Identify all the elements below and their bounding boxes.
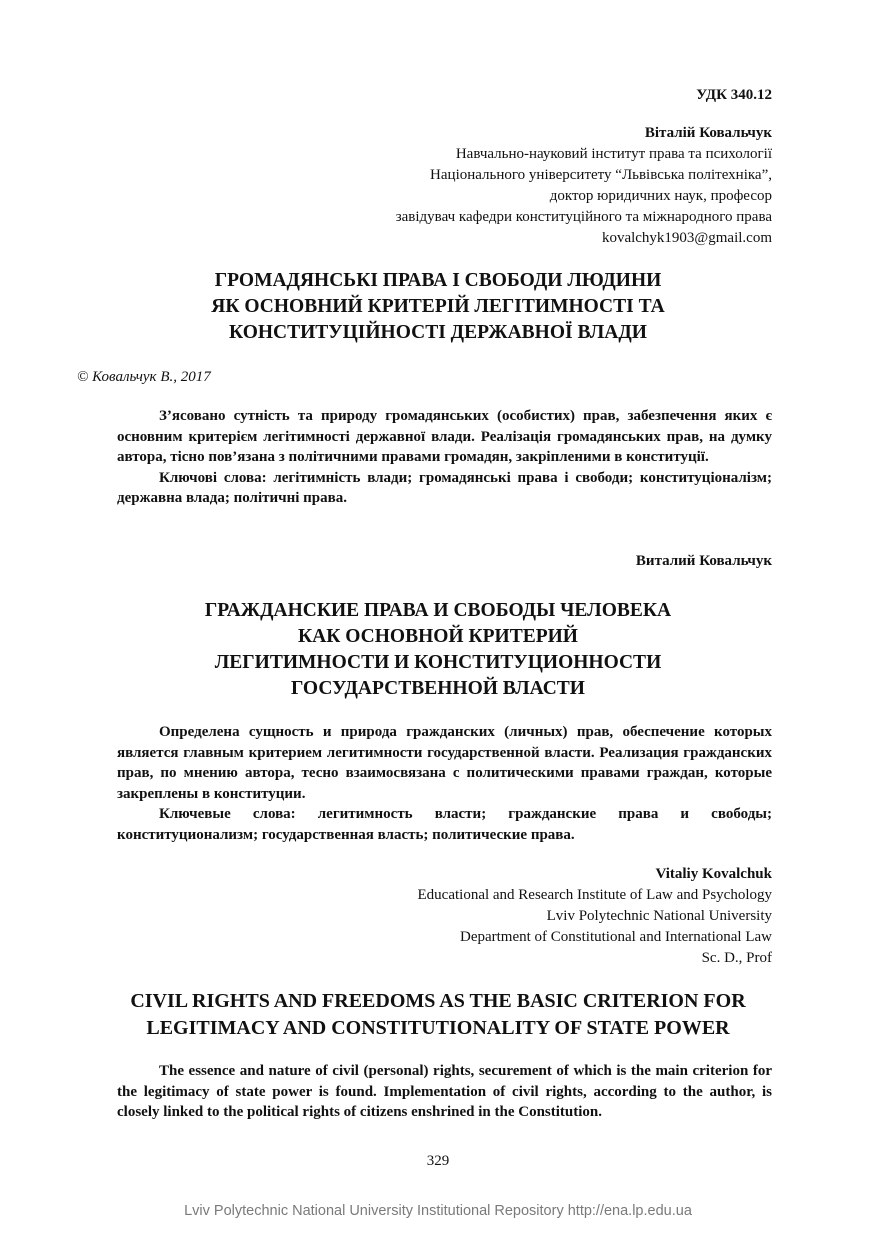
ukrainian-author-block (300, 123, 772, 249)
ukrainian-abstract (117, 406, 772, 509)
english-author-block (300, 864, 772, 969)
author-name-ru: Виталий Ковальчук (635, 553, 772, 569)
keywords: Ключевые слова: легитимность власти; гражданские права и свободы; конституционализм; государственная власть; политические права. (117, 806, 772, 843)
title-line: ГОСУДАРСТВЕННОЙ ВЛАСТИ (291, 678, 585, 699)
affiliation-line: завідувач кафедри конституційного та міжнародного права (395, 209, 772, 225)
russian-title (90, 598, 786, 702)
russian-abstract (117, 722, 772, 845)
english-abstract (117, 1061, 772, 1123)
title-line: КОНСТИТУЦІЙНОСТІ ДЕРЖАВНОЇ ВЛАДИ (229, 322, 647, 343)
title-line: КАК ОСНОВНОЙ КРИТЕРИЙ (298, 626, 578, 647)
author-name-en: Vitaliy Kovalchuk (655, 866, 772, 882)
author-name-ua: Віталій Ковальчук (644, 125, 772, 141)
title-line: ЛЕГИТИМНОСТИ И КОНСТИТУЦИОННОСТИ (214, 652, 662, 673)
affiliation-line: Lviv Polytechnic National University (546, 908, 772, 924)
affiliation-line: Навчально-науковий інститут права та психології (455, 146, 772, 162)
keywords: Ключові слова: легітимність влади; громадянські права і свободи; конституціоналізм; державна влада; політичні права. (117, 469, 772, 506)
affiliation-line: доктор юридичних наук, професор (549, 188, 772, 204)
title-line: ГРАЖДАНСКИЕ ПРАВА И СВОБОДЫ ЧЕЛОВЕКА (204, 600, 672, 621)
title-line: CIVIL RIGHTS AND FREEDOMS AS THE BASIC CRITERION FOR (130, 990, 746, 1012)
affiliation-line: Національного університету “Львівська політехніка”, (430, 167, 772, 183)
affiliation-line: Department of Constitutional and International Law (460, 929, 772, 945)
repository-footer: Lviv Polytechnic National University Institutional Repository http://ena.lp.edu.ua (184, 1203, 692, 1219)
page-number: 329 (426, 1153, 450, 1169)
title-line: ЯК ОСНОВНИЙ КРИТЕРІЙ ЛЕГІТИМНОСТІ ТА (211, 296, 665, 317)
title-line: LEGITIMACY AND CONSTITUTIONALITY OF STATE POWER (146, 1017, 730, 1039)
udk-code: УДК 340.12 (696, 87, 772, 103)
affiliation-line: Sc. D., Prof (701, 950, 772, 966)
abstract-text: The essence and nature of civil (personal) rights, securement of which is the main criterion for the legitimacy of state power is found. Implementation of civil rights, according to the author, is closely linked to the political rights of citizens enshrined in the Constitution. (117, 1063, 772, 1120)
title-line: ГРОМАДЯНСЬКІ ПРАВА І СВОБОДИ ЛЮДИНИ (214, 270, 662, 291)
abstract-text: Определена сущность и природа гражданских (личных) прав, обеспечение которых является главным критерием легитимности государственной власти. Реализация гражданских прав, по мнению автора, тесно взаимосвязана с политическими правами граждан, которые закреплены в конституции. (117, 724, 772, 802)
affiliation-line: Educational and Research Institute of Law and Psychology (417, 887, 772, 903)
copyright-notice: © Ковальчук В., 2017 (77, 369, 211, 385)
author-email[interactable]: kovalchyk1903@gmail.com (601, 230, 772, 246)
ukrainian-title (90, 268, 786, 346)
english-title (70, 988, 806, 1042)
abstract-text: З’ясовано сутність та природу громадянських (особистих) прав, забезпечення яких є основним критерієм легітимності державної влади. Реалізація громадянських прав, на думку автора, тісно пов’язана з політичними правами громадян, закріпленими в конституції. (117, 408, 772, 465)
